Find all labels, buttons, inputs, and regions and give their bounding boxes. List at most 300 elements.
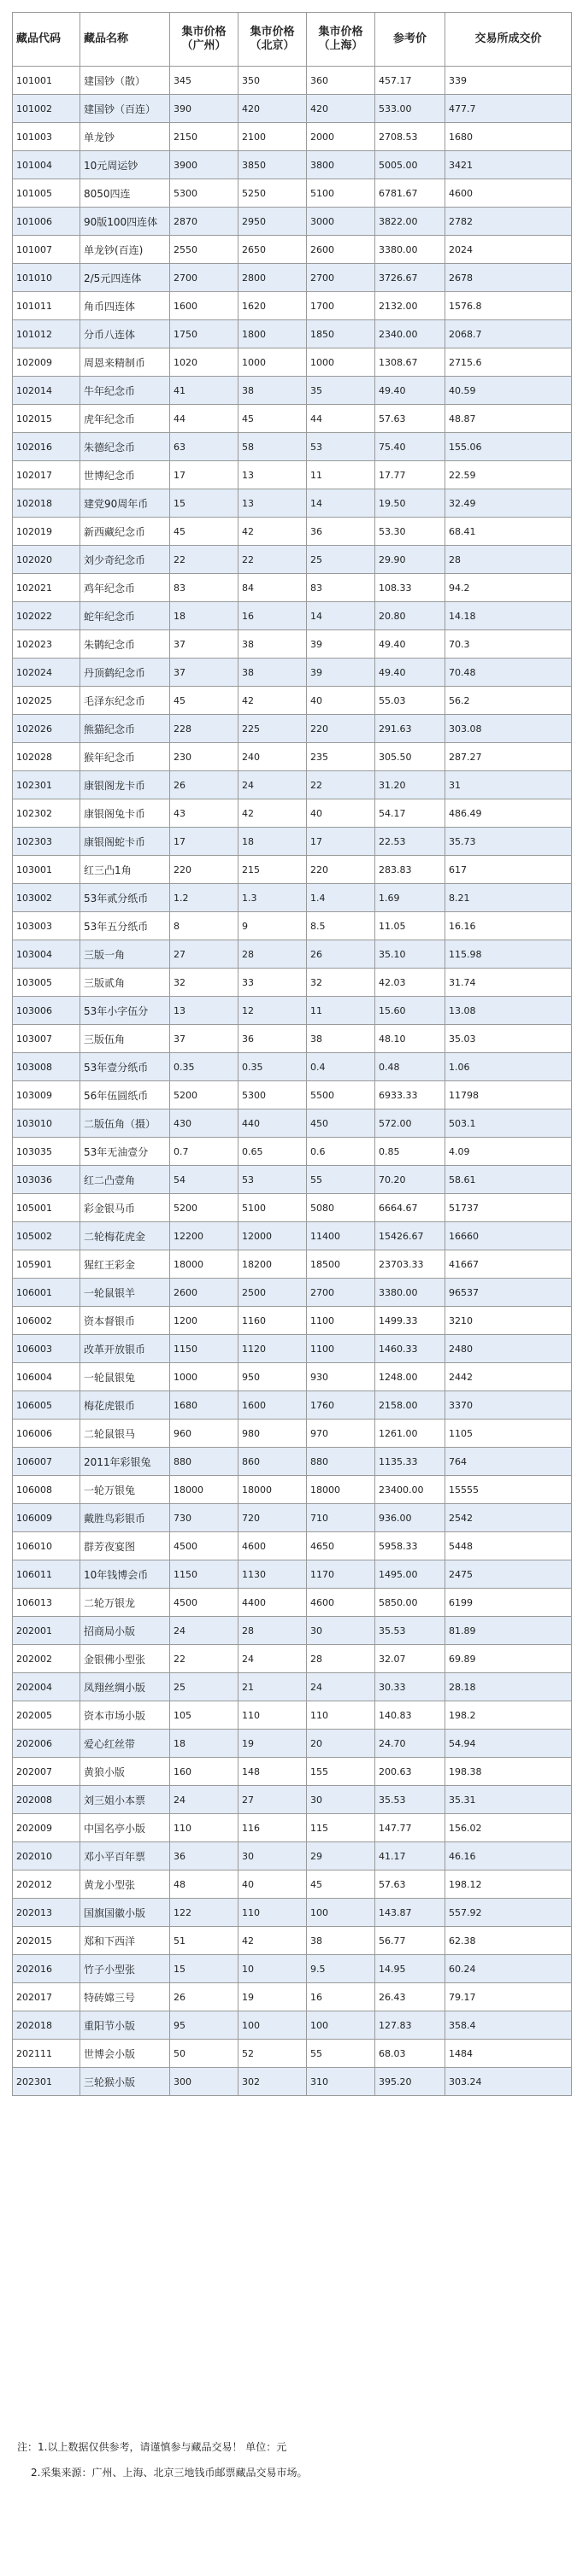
cell-price-shanghai: 1760 (307, 1391, 375, 1420)
cell-name: 朱德纪念币 (80, 433, 170, 461)
cell-price-shanghai: 38 (307, 1927, 375, 1955)
cell-code: 202017 (13, 1983, 80, 2011)
cell-name: 资本市场小版 (80, 1701, 170, 1730)
cell-code: 101012 (13, 320, 80, 348)
table-row (13, 1448, 572, 1476)
cell-code: 202001 (13, 1617, 80, 1645)
table-row (13, 123, 572, 151)
cell-reference-price: 127.83 (375, 2011, 445, 2040)
cell-exchange-price: 2442 (445, 1363, 572, 1391)
cell-price-shanghai: 1170 (307, 1560, 375, 1589)
cell-price-shanghai: 39 (307, 630, 375, 659)
cell-code: 102023 (13, 630, 80, 659)
cell-price-guangzhou: 1.2 (170, 884, 238, 912)
table-row (13, 433, 572, 461)
cell-name: 三版一角 (80, 940, 170, 969)
cell-reference-price: 41.17 (375, 1842, 445, 1871)
cell-price-shanghai: 420 (307, 95, 375, 123)
cell-price-shanghai: 100 (307, 1899, 375, 1927)
cell-price-guangzhou: 22 (170, 1645, 238, 1673)
cell-name: 康银阁蛇卡币 (80, 828, 170, 856)
cell-price-beijing: 18 (238, 828, 307, 856)
cell-name: 三轮猴小版 (80, 2068, 170, 2096)
cell-price-beijing: 148 (238, 1758, 307, 1786)
cell-price-beijing: 1800 (238, 320, 307, 348)
cell-reference-price: 147.77 (375, 1814, 445, 1842)
cell-price-shanghai: 40 (307, 799, 375, 828)
cell-code: 103002 (13, 884, 80, 912)
cell-exchange-price: 2678 (445, 264, 572, 292)
cell-exchange-price: 3421 (445, 151, 572, 179)
cell-price-beijing: 3850 (238, 151, 307, 179)
cell-reference-price: 57.63 (375, 405, 445, 433)
cell-price-beijing: 9 (238, 912, 307, 940)
cell-price-guangzhou: 54 (170, 1166, 238, 1194)
footnote-2: 2.采集来源：广州、上海、北京三地钱币邮票藏品交易市场。 (31, 2467, 308, 2479)
table-row (13, 1166, 572, 1194)
cell-price-shanghai: 83 (307, 574, 375, 602)
cell-code: 106013 (13, 1589, 80, 1617)
cell-price-guangzhou: 18 (170, 602, 238, 630)
cell-name: 二轮鼠银马 (80, 1420, 170, 1448)
cell-name: 角币四连体 (80, 292, 170, 320)
cell-code: 102026 (13, 715, 80, 743)
cell-price-shanghai: 53 (307, 433, 375, 461)
table-row (13, 236, 572, 264)
cell-price-beijing: 42 (238, 518, 307, 546)
cell-reference-price: 283.83 (375, 856, 445, 884)
cell-price-beijing: 0.65 (238, 1138, 307, 1166)
cell-reference-price: 14.95 (375, 1955, 445, 1983)
cell-code: 103006 (13, 997, 80, 1025)
cell-reference-price: 68.03 (375, 2040, 445, 2068)
cell-price-beijing: 42 (238, 687, 307, 715)
cell-code: 101002 (13, 95, 80, 123)
table-row (13, 1701, 572, 1730)
cell-exchange-price: 2782 (445, 208, 572, 236)
cell-price-shanghai: 30 (307, 1786, 375, 1814)
cell-price-shanghai: 880 (307, 1448, 375, 1476)
cell-price-shanghai: 310 (307, 2068, 375, 2096)
cell-reference-price: 6933.33 (375, 1081, 445, 1109)
cell-exchange-price: 32.49 (445, 489, 572, 518)
cell-price-shanghai: 8.5 (307, 912, 375, 940)
cell-price-beijing: 38 (238, 659, 307, 687)
cell-name: 蛇年纪念币 (80, 602, 170, 630)
table-row (13, 292, 572, 320)
price-table (12, 12, 572, 2096)
cell-price-shanghai: 24 (307, 1673, 375, 1701)
cell-price-beijing: 38 (238, 377, 307, 405)
cell-code: 102017 (13, 461, 80, 489)
cell-name: 鸡年纪念币 (80, 574, 170, 602)
cell-code: 101010 (13, 264, 80, 292)
cell-price-beijing: 19 (238, 1730, 307, 1758)
cell-name: 黄狼小版 (80, 1758, 170, 1786)
cell-price-guangzhou: 220 (170, 856, 238, 884)
cell-price-guangzhou: 122 (170, 1899, 238, 1927)
cell-price-beijing: 2950 (238, 208, 307, 236)
cell-name: 熊猫纪念币 (80, 715, 170, 743)
cell-price-shanghai: 20 (307, 1730, 375, 1758)
cell-reference-price: 2132.00 (375, 292, 445, 320)
cell-price-beijing: 5300 (238, 1081, 307, 1109)
cell-price-shanghai: 100 (307, 2011, 375, 2040)
cell-price-shanghai: 360 (307, 67, 375, 95)
cell-price-beijing: 12 (238, 997, 307, 1025)
cell-price-beijing: 45 (238, 405, 307, 433)
cell-price-beijing: 28 (238, 940, 307, 969)
cell-price-guangzhou: 15 (170, 489, 238, 518)
table-row (13, 687, 572, 715)
cell-price-shanghai: 5500 (307, 1081, 375, 1109)
cell-name: 康银阁兔卡币 (80, 799, 170, 828)
cell-code: 102025 (13, 687, 80, 715)
cell-price-guangzhou: 4500 (170, 1532, 238, 1560)
cell-price-guangzhou: 17 (170, 828, 238, 856)
table-row (13, 1194, 572, 1222)
table-row (13, 1307, 572, 1335)
cell-exchange-price: 8.21 (445, 884, 572, 912)
cell-exchange-price: 31.74 (445, 969, 572, 997)
table-row (13, 1645, 572, 1673)
cell-reference-price: 200.63 (375, 1758, 445, 1786)
cell-name: 虎年纪念币 (80, 405, 170, 433)
cell-price-beijing: 24 (238, 1645, 307, 1673)
cell-name: 8050四连 (80, 179, 170, 208)
cell-price-shanghai: 1850 (307, 320, 375, 348)
cell-exchange-price: 4.09 (445, 1138, 572, 1166)
cell-code: 202111 (13, 2040, 80, 2068)
table-row (13, 602, 572, 630)
cell-price-guangzhou: 1600 (170, 292, 238, 320)
cell-reference-price: 24.70 (375, 1730, 445, 1758)
cell-price-guangzhou: 5200 (170, 1194, 238, 1222)
cell-price-guangzhou: 1750 (170, 320, 238, 348)
table-row (13, 151, 572, 179)
cell-exchange-price: 96537 (445, 1279, 572, 1307)
cell-exchange-price: 3370 (445, 1391, 572, 1420)
cell-price-shanghai: 0.6 (307, 1138, 375, 1166)
cell-price-beijing: 13 (238, 489, 307, 518)
cell-price-shanghai: 1100 (307, 1335, 375, 1363)
cell-reference-price: 305.50 (375, 743, 445, 771)
cell-price-beijing: 27 (238, 1786, 307, 1814)
cell-code: 103010 (13, 1109, 80, 1138)
cell-reference-price: 1135.33 (375, 1448, 445, 1476)
cell-price-guangzhou: 24 (170, 1786, 238, 1814)
header-price-shanghai: 集市价格（上海） (307, 13, 375, 67)
cell-price-beijing: 24 (238, 771, 307, 799)
cell-price-beijing: 2650 (238, 236, 307, 264)
cell-exchange-price: 1680 (445, 123, 572, 151)
header-name: 藏品名称 (80, 13, 170, 67)
cell-code: 103035 (13, 1138, 80, 1166)
cell-exchange-price: 2475 (445, 1560, 572, 1589)
table-row (13, 1955, 572, 1983)
cell-exchange-price: 81.89 (445, 1617, 572, 1645)
cell-name: 黄龙小型张 (80, 1871, 170, 1899)
cell-code: 103004 (13, 940, 80, 969)
header-row (13, 13, 572, 67)
cell-code: 106003 (13, 1335, 80, 1363)
cell-code: 105001 (13, 1194, 80, 1222)
cell-price-shanghai: 3800 (307, 151, 375, 179)
table-row (13, 743, 572, 771)
cell-name: 刘三姐小本票 (80, 1786, 170, 1814)
table-row (13, 1673, 572, 1701)
cell-code: 202005 (13, 1701, 80, 1730)
table-row (13, 969, 572, 997)
cell-price-beijing: 42 (238, 1927, 307, 1955)
table-row (13, 1814, 572, 1842)
cell-reference-price: 1308.67 (375, 348, 445, 377)
cell-price-shanghai: 110 (307, 1701, 375, 1730)
cell-price-beijing: 720 (238, 1504, 307, 1532)
cell-code: 202012 (13, 1871, 80, 1899)
cell-exchange-price: 358.4 (445, 2011, 572, 2040)
cell-reference-price: 1460.33 (375, 1335, 445, 1363)
cell-code: 106009 (13, 1504, 80, 1532)
cell-price-shanghai: 235 (307, 743, 375, 771)
table-row (13, 828, 572, 856)
cell-code: 106005 (13, 1391, 80, 1420)
cell-price-guangzhou: 2870 (170, 208, 238, 236)
cell-code: 102022 (13, 602, 80, 630)
cell-code: 202006 (13, 1730, 80, 1758)
table-row (13, 771, 572, 799)
cell-price-guangzhou: 48 (170, 1871, 238, 1899)
cell-code: 102303 (13, 828, 80, 856)
cell-price-beijing: 100 (238, 2011, 307, 2040)
cell-exchange-price: 156.02 (445, 1814, 572, 1842)
cell-price-guangzhou: 1680 (170, 1391, 238, 1420)
cell-exchange-price: 35.03 (445, 1025, 572, 1053)
table-row (13, 1504, 572, 1532)
cell-reference-price: 108.33 (375, 574, 445, 602)
cell-reference-price: 53.30 (375, 518, 445, 546)
cell-price-guangzhou: 43 (170, 799, 238, 828)
cell-code: 102020 (13, 546, 80, 574)
cell-reference-price: 1.69 (375, 884, 445, 912)
cell-name: 重阳节小版 (80, 2011, 170, 2040)
cell-price-shanghai: 2700 (307, 264, 375, 292)
cell-name: 一轮鼠银羊 (80, 1279, 170, 1307)
cell-name: 金银佛小型张 (80, 1645, 170, 1673)
cell-price-guangzhou: 1020 (170, 348, 238, 377)
cell-price-guangzhou: 390 (170, 95, 238, 123)
cell-code: 102028 (13, 743, 80, 771)
cell-price-beijing: 1120 (238, 1335, 307, 1363)
cell-price-beijing: 18000 (238, 1476, 307, 1504)
cell-exchange-price: 35.73 (445, 828, 572, 856)
cell-price-beijing: 420 (238, 95, 307, 123)
cell-reference-price: 1248.00 (375, 1363, 445, 1391)
cell-code: 106001 (13, 1279, 80, 1307)
cell-exchange-price: 1.06 (445, 1053, 572, 1081)
cell-price-beijing: 36 (238, 1025, 307, 1053)
cell-reference-price: 5850.00 (375, 1589, 445, 1617)
cell-price-shanghai: 1100 (307, 1307, 375, 1335)
cell-exchange-price: 155.06 (445, 433, 572, 461)
cell-exchange-price: 68.41 (445, 518, 572, 546)
cell-exchange-price: 13.08 (445, 997, 572, 1025)
cell-reference-price: 2340.00 (375, 320, 445, 348)
cell-reference-price: 54.17 (375, 799, 445, 828)
table-row (13, 518, 572, 546)
cell-code: 202016 (13, 1955, 80, 1983)
cell-exchange-price: 2715.6 (445, 348, 572, 377)
cell-price-beijing: 10 (238, 1955, 307, 1983)
cell-name: 建党90周年币 (80, 489, 170, 518)
cell-price-guangzhou: 0.35 (170, 1053, 238, 1081)
cell-code: 101011 (13, 292, 80, 320)
cell-price-beijing: 22 (238, 546, 307, 574)
cell-price-shanghai: 26 (307, 940, 375, 969)
table-row (13, 884, 572, 912)
cell-reference-price: 49.40 (375, 630, 445, 659)
cell-price-guangzhou: 160 (170, 1758, 238, 1786)
cell-reference-price: 30.33 (375, 1673, 445, 1701)
cell-price-shanghai: 16 (307, 1983, 375, 2011)
cell-price-guangzhou: 18000 (170, 1476, 238, 1504)
cell-price-beijing: 0.35 (238, 1053, 307, 1081)
cell-exchange-price: 69.89 (445, 1645, 572, 1673)
cell-price-shanghai: 0.4 (307, 1053, 375, 1081)
cell-name: 周恩来精制币 (80, 348, 170, 377)
cell-price-beijing: 58 (238, 433, 307, 461)
cell-price-guangzhou: 83 (170, 574, 238, 602)
cell-price-guangzhou: 22 (170, 546, 238, 574)
cell-reference-price: 23400.00 (375, 1476, 445, 1504)
cell-reference-price: 5958.33 (375, 1532, 445, 1560)
cell-code: 102024 (13, 659, 80, 687)
cell-reference-price: 5005.00 (375, 151, 445, 179)
cell-price-guangzhou: 8 (170, 912, 238, 940)
cell-name: 爱心红丝带 (80, 1730, 170, 1758)
cell-price-guangzhou: 0.7 (170, 1138, 238, 1166)
cell-price-shanghai: 11400 (307, 1222, 375, 1250)
table-row (13, 461, 572, 489)
cell-exchange-price: 5448 (445, 1532, 572, 1560)
cell-code: 103009 (13, 1081, 80, 1109)
table-row (13, 1222, 572, 1250)
table-row (13, 1476, 572, 1504)
table-row (13, 2011, 572, 2040)
cell-exchange-price: 16660 (445, 1222, 572, 1250)
cell-name: 10年钱博会币 (80, 1560, 170, 1589)
cell-price-beijing: 33 (238, 969, 307, 997)
cell-price-guangzhou: 5200 (170, 1081, 238, 1109)
cell-price-guangzhou: 880 (170, 1448, 238, 1476)
cell-reference-price: 572.00 (375, 1109, 445, 1138)
cell-name: 三版贰角 (80, 969, 170, 997)
cell-exchange-price: 557.92 (445, 1899, 572, 1927)
cell-price-guangzhou: 37 (170, 659, 238, 687)
cell-price-guangzhou: 95 (170, 2011, 238, 2040)
cell-price-beijing: 4400 (238, 1589, 307, 1617)
table-row (13, 1560, 572, 1589)
cell-exchange-price: 6199 (445, 1589, 572, 1617)
cell-price-beijing: 2800 (238, 264, 307, 292)
cell-exchange-price: 2480 (445, 1335, 572, 1363)
cell-exchange-price: 58.61 (445, 1166, 572, 1194)
cell-code: 106011 (13, 1560, 80, 1589)
cell-price-shanghai: 55 (307, 2040, 375, 2068)
cell-reference-price: 75.40 (375, 433, 445, 461)
cell-code: 106008 (13, 1476, 80, 1504)
cell-name: 90版100四连体 (80, 208, 170, 236)
cell-price-guangzhou: 110 (170, 1814, 238, 1842)
cell-name: 资本督银币 (80, 1307, 170, 1335)
cell-name: 二轮梅花虎金 (80, 1222, 170, 1250)
cell-code: 103003 (13, 912, 80, 940)
cell-exchange-price: 303.24 (445, 2068, 572, 2096)
cell-reference-price: 2158.00 (375, 1391, 445, 1420)
table-row (13, 630, 572, 659)
cell-code: 102018 (13, 489, 80, 518)
cell-code: 102021 (13, 574, 80, 602)
cell-reference-price: 31.20 (375, 771, 445, 799)
cell-price-guangzhou: 45 (170, 518, 238, 546)
cell-price-guangzhou: 50 (170, 2040, 238, 2068)
cell-price-guangzhou: 18000 (170, 1250, 238, 1279)
cell-reference-price: 0.48 (375, 1053, 445, 1081)
cell-price-guangzhou: 15 (170, 1955, 238, 1983)
cell-price-guangzhou: 36 (170, 1842, 238, 1871)
table-row (13, 1335, 572, 1363)
cell-code: 106010 (13, 1532, 80, 1560)
cell-code: 202018 (13, 2011, 80, 2040)
table-row (13, 405, 572, 433)
cell-price-shanghai: 4600 (307, 1589, 375, 1617)
cell-exchange-price: 764 (445, 1448, 572, 1476)
cell-name: 53年小字伍分 (80, 997, 170, 1025)
cell-code: 102019 (13, 518, 80, 546)
cell-exchange-price: 115.98 (445, 940, 572, 969)
cell-code: 105901 (13, 1250, 80, 1279)
cell-name: 单龙钞 (80, 123, 170, 151)
cell-reference-price: 35.10 (375, 940, 445, 969)
cell-price-guangzhou: 12200 (170, 1222, 238, 1250)
cell-price-shanghai: 40 (307, 687, 375, 715)
cell-exchange-price: 287.27 (445, 743, 572, 771)
cell-price-beijing: 40 (238, 1871, 307, 1899)
cell-exchange-price: 62.38 (445, 1927, 572, 1955)
cell-code: 102301 (13, 771, 80, 799)
cell-name: 红三凸1角 (80, 856, 170, 884)
cell-price-beijing: 240 (238, 743, 307, 771)
cell-code: 103036 (13, 1166, 80, 1194)
cell-exchange-price: 2542 (445, 1504, 572, 1532)
cell-price-guangzhou: 105 (170, 1701, 238, 1730)
cell-exchange-price: 4600 (445, 179, 572, 208)
cell-price-guangzhou: 2150 (170, 123, 238, 151)
cell-exchange-price: 477.7 (445, 95, 572, 123)
cell-exchange-price: 94.2 (445, 574, 572, 602)
cell-price-beijing: 84 (238, 574, 307, 602)
header-reference-price: 参考价 (375, 13, 445, 67)
cell-name: 二轮万银龙 (80, 1589, 170, 1617)
cell-exchange-price: 28 (445, 546, 572, 574)
cell-exchange-price: 51737 (445, 1194, 572, 1222)
cell-price-shanghai: 1.4 (307, 884, 375, 912)
cell-price-beijing: 225 (238, 715, 307, 743)
cell-reference-price: 457.17 (375, 67, 445, 95)
cell-code: 101007 (13, 236, 80, 264)
cell-name: 中国名亭小版 (80, 1814, 170, 1842)
cell-exchange-price: 303.08 (445, 715, 572, 743)
